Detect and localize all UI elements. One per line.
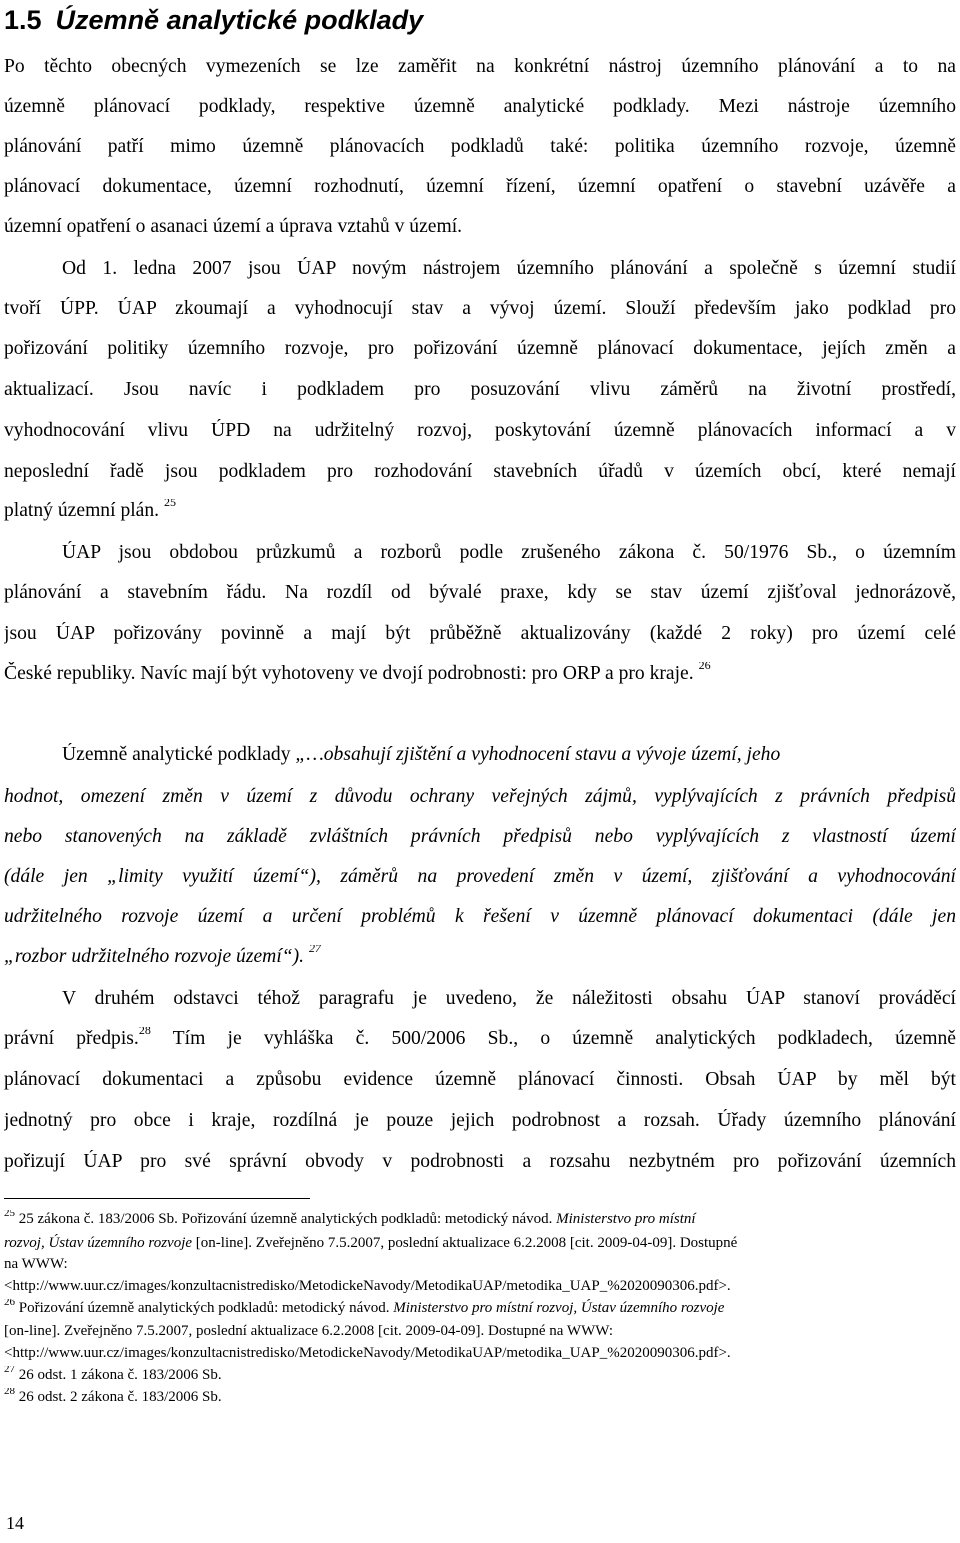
footnote-ref[interactable]: 28	[138, 1027, 151, 1038]
body-line: České republiky. Navíc mají být vyhotoveny ve dvojí podrobnosti: pro ORP a pro kraje. $^{26}$	[4, 662, 956, 686]
footnote-ref[interactable]: 27	[308, 945, 321, 956]
body-line: tvoří ÚPP. ÚAP zkoumají a vyhodnocují stav a vývoj území. Slouží především jako podklad pro	[4, 298, 956, 319]
footnote-25-cont: na WWW:	[4, 1256, 68, 1272]
body-line: plánování a stavebním řádu. Na rozdíl od bývalé praxe, kdy se stav území zjišťoval jednorázově,	[4, 582, 956, 603]
body-line: pořizují ÚAP pro své správní obvody v podrobnosti a rozsahu nezbytném pro pořizování územních	[4, 1151, 956, 1172]
body-line: plánování patří mimo územně plánovacích podkladů také: politika územního rozvoje, územně	[4, 136, 956, 157]
footnote-28: $^{28}$ 26 odst. 2 zákona č. 183/2006 Sb.	[4, 1388, 222, 1405]
body-line: plánovací dokumentaci a způsobu evidence územně plánovací činnosti. Obsah ÚAP by měl být	[4, 1069, 956, 1090]
footnote-separator	[4, 1198, 310, 1199]
body-line: aktualizací. Jsou navíc i podkladem pro posuzování vlivu záměrů na životní prostředí,	[4, 379, 956, 400]
footnote-ref[interactable]: 26	[698, 662, 711, 673]
quote-line: Územně analytické podklady „…obsahují zjištění a vyhodnocení stavu a vývoje území, jeho	[62, 744, 781, 765]
body-line: jednotný pro obce i kraje, rozdílná je pouze jejich podrobnost a rozsah. Úřady územního plánování	[4, 1110, 956, 1131]
footnote-26-url[interactable]: <http://www.uur.cz/images/konzultacnistredisko/MetodickeNavody/MetodikaUAP/metodika_UAP_%2020090306.pdf>.	[4, 1345, 731, 1361]
body-line: ÚAP jsou obdobou průzkumů a rozborů podle zrušeného zákona č. 50/1976 Sb., o územním	[62, 542, 956, 563]
body-line: vyhodnocování vlivu ÚPD na udržitelný rozvoj, poskytování územně plánovacích informací a v	[4, 420, 956, 441]
body-line: Od 1. ledna 2007 jsou ÚAP novým nástrojem územního plánování a společně s územní studií	[62, 258, 956, 279]
footnote-25-url[interactable]: <http://www.uur.cz/images/konzultacnistredisko/MetodickeNavody/MetodikaUAP/metodika_UAP_%2020090306.pdf>.	[4, 1278, 731, 1294]
body-line: jsou ÚAP pořizovány povinně a mají být průběžně aktualizovány (každé 2 roky) pro území celé	[4, 623, 956, 644]
quote-line: „rozbor udržitelného rozvoje území“). $^{27}$	[4, 945, 956, 969]
footnote-25: $^{25}$ 25 zákona č. 183/2006 Sb. Pořizování územně analytických podkladů: metodický návod. Ministerstvo pro místní	[4, 1210, 696, 1227]
body-line: V druhém odstavci téhož paragrafu je uvedeno, že náležitosti obsahu ÚAP stanoví prováděcí	[62, 988, 956, 1009]
quote-line: hodnot, omezení změn v území z důvodu ochrany veřejných zájmů, vyplývajících z právních předpisů	[4, 786, 956, 807]
footnote-ref[interactable]: 25	[163, 499, 176, 510]
quote-line: nebo stanovených na základě zvláštních právních předpisů nebo vyplývajících z vlastností území	[4, 826, 956, 847]
section-number: 1.5	[4, 5, 42, 35]
section-heading	[4, 2, 423, 38]
body-line: územně plánovací podklady, respektive územně analytické podklady. Mezi nástroje územního	[4, 96, 956, 117]
body-line: neposlední řadě jsou podkladem pro rozhodování stavebních úřadů v územích obcí, které nemají	[4, 461, 956, 482]
footnote-27: $^{27}$ 26 odst. 1 zákona č. 183/2006 Sb.	[4, 1366, 222, 1383]
footnote-25-cont: rozvoj, Ústav územního rozvoje [on-line]. Zveřejněno 7.5.2007, poslední aktualizace 6.2.2008 [cit. 2009-04-09]. Dostupné	[4, 1235, 738, 1251]
footnote-26-cont: [on-line]. Zveřejněno 7.5.2007, poslední aktualizace 6.2.2008 [cit. 2009-04-09]. Dostupné na WWW:	[4, 1323, 613, 1339]
footnote-26: $^{26}$ Pořizování územně analytických podkladů: metodický návod. Ministerstvo pro místní rozvoj, Ústav územního rozvoje	[4, 1299, 725, 1316]
quote-line: udržitelného rozvoje území a určení problémů k řešení v územně plánovací dokumentaci (dále jen	[4, 906, 956, 927]
body-line: pořizování politiky územního rozvoje, pro pořizování územně plánovací dokumentace, jejích změn a	[4, 338, 956, 359]
page-number: 14	[6, 1513, 24, 1533]
body-line: právní předpis.$^{28}$ Tím je vyhláška č. 500/2006 Sb., o územně analytických podkladech, územně	[4, 1027, 956, 1051]
quote-line: (dále jen „limity využití území“), záměrů na provedení změn v území, zjišťování a vyhodnocování	[4, 866, 956, 887]
section-title: Územně analytické podklady	[55, 5, 424, 35]
body-line: plánovací dokumentace, územní rozhodnutí, územní řízení, územní opatření o stavební uzávěře a	[4, 176, 956, 197]
body-line: platný územní plán. $^{25}$	[4, 499, 956, 523]
body-line: územní opatření o asanaci území a úprava vztahů v území.	[4, 216, 463, 237]
body-line: Po těchto obecných vymezeních se lze zaměřit na konkrétní nástroj územního plánování a to na	[4, 56, 956, 77]
